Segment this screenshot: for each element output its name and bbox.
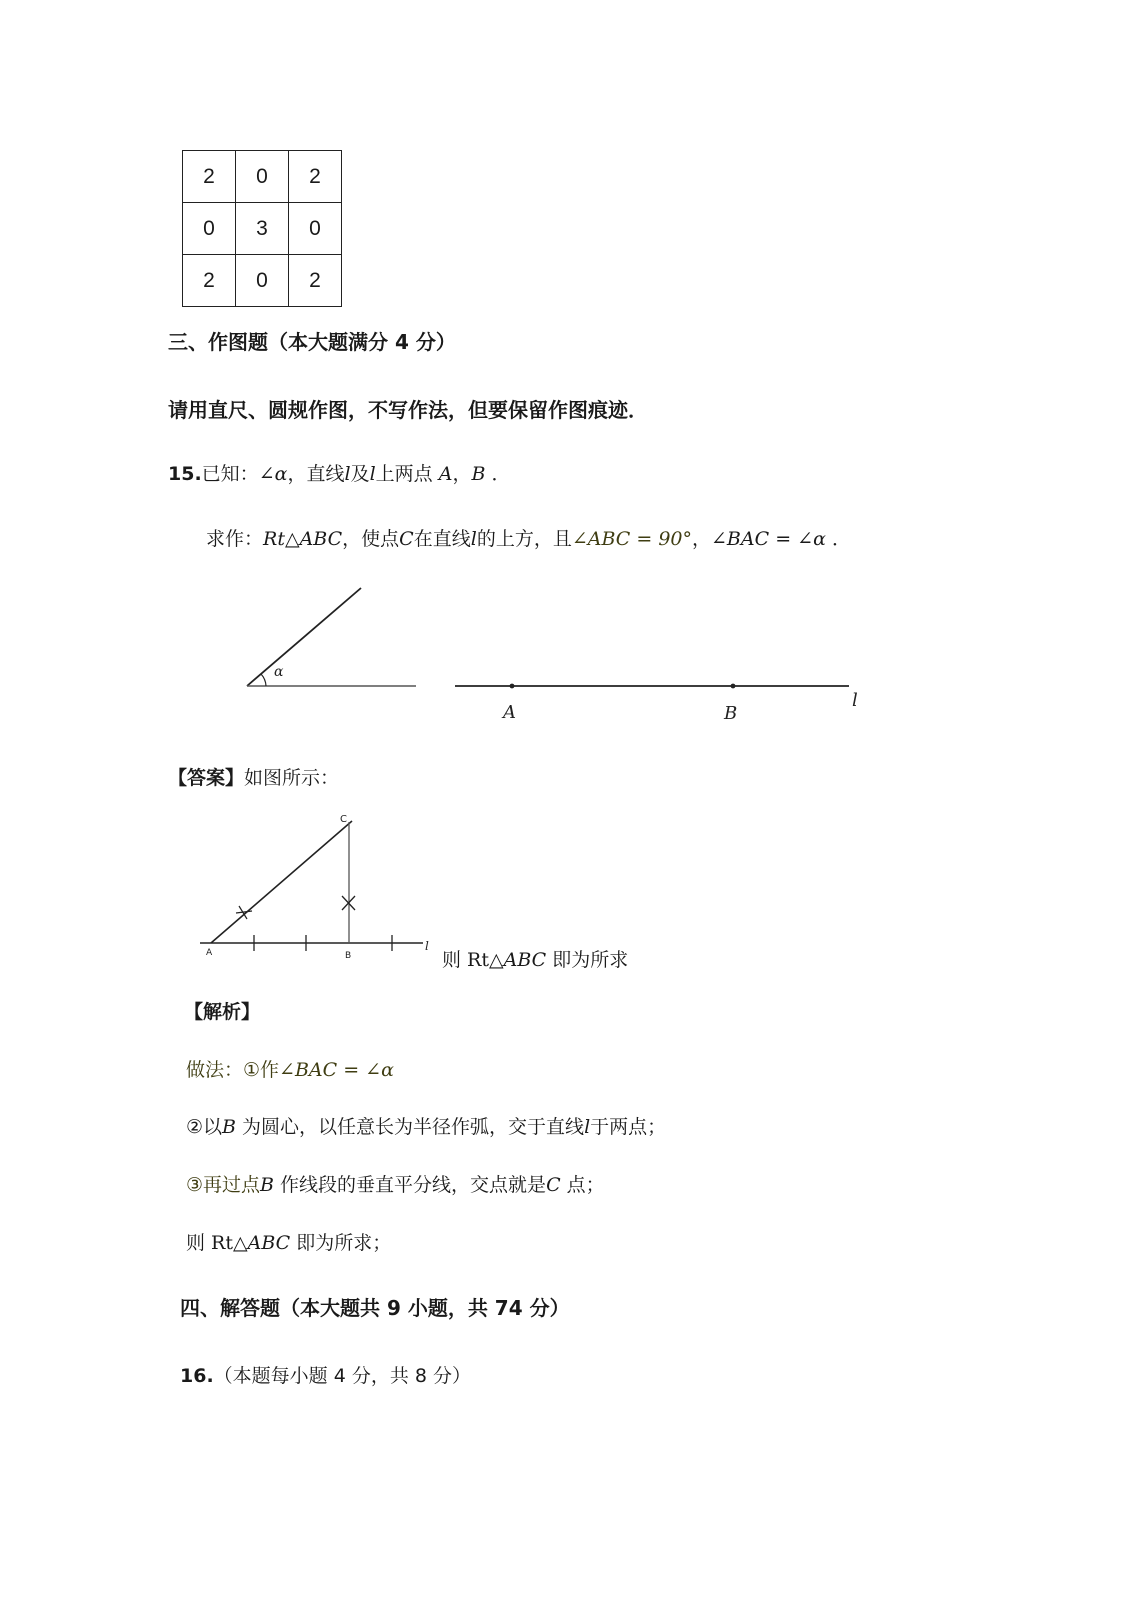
point-c: C	[546, 1174, 561, 1196]
label-a: A	[206, 948, 213, 958]
number-grid	[182, 150, 342, 307]
point-a: A	[438, 463, 453, 485]
text: 在直线	[413, 528, 471, 550]
grid-cell: 2	[183, 255, 236, 307]
req-lead: 求作：	[206, 528, 264, 550]
point-a-dot	[510, 684, 515, 689]
text: 即为所求	[546, 949, 629, 971]
grid-cell: 2	[289, 255, 342, 307]
text: 上两点	[375, 463, 433, 485]
analysis-step3	[186, 1170, 605, 1197]
q16-line	[180, 1361, 471, 1388]
analysis-tag: 【解析】	[184, 1001, 261, 1023]
grid-row	[183, 151, 342, 203]
text: 作线段的垂直平分线，交点就是	[274, 1174, 547, 1196]
label-a: A	[503, 702, 516, 723]
text: 及	[350, 463, 370, 485]
section3-instruction: 请用直尺、圆规作图，不写作法，但要保留作图痕迹．	[168, 398, 648, 422]
angle-abc: ∠ABC = 90°	[571, 528, 692, 550]
q16-text: （本题每小题 4 分，共 8 分）	[213, 1365, 472, 1387]
text: 做法：①作	[186, 1059, 280, 1081]
angle-bac: ∠BAC = ∠α	[711, 528, 826, 550]
text: 为圆心，以任意长为半径作弧，交于直线	[236, 1116, 585, 1138]
point-b: B	[222, 1116, 237, 1138]
triangle-abc: △ABC	[232, 1232, 291, 1254]
grid-cell: 3	[236, 203, 289, 255]
grid-cell: 0	[183, 203, 236, 255]
triangle-abc: △ABC	[488, 949, 547, 971]
point-b: B	[471, 463, 486, 485]
grid-cell: 2	[289, 151, 342, 203]
answer-line	[168, 763, 339, 790]
angle-arc	[261, 674, 266, 686]
line-l: l	[584, 1116, 591, 1138]
grid-row	[183, 255, 342, 307]
text: 于两点；	[590, 1116, 667, 1138]
given-figure	[0, 570, 1132, 730]
arc-mark-icon	[236, 906, 252, 919]
point-b: B	[260, 1174, 275, 1196]
answer-text: 如图所示：	[244, 767, 340, 789]
hypotenuse-ac	[211, 821, 352, 943]
grid-cell: 0	[236, 255, 289, 307]
point-b-dot	[731, 684, 736, 689]
text: ，	[452, 463, 472, 485]
rt: Rt	[263, 528, 285, 550]
given-lead: 已知：	[201, 463, 259, 485]
label-c: C	[340, 814, 347, 825]
question-number: 16.	[180, 1365, 214, 1387]
question-number: 15.	[168, 463, 202, 485]
text: ③再过点	[186, 1174, 261, 1196]
angle-ray-upper	[247, 588, 361, 686]
text: ．	[831, 528, 851, 550]
text: 即为所求；	[290, 1232, 392, 1254]
triangle-abc: △ABC	[284, 528, 343, 550]
text: 则 Rt	[186, 1232, 233, 1254]
text: ②以	[186, 1116, 223, 1138]
grid-row	[183, 203, 342, 255]
line-l: l	[369, 463, 376, 485]
section3-title: 三、作图题（本大题满分 4 分）	[168, 330, 456, 354]
analysis-step2	[186, 1112, 666, 1139]
analysis-final	[186, 1228, 391, 1255]
line-l: l	[344, 463, 351, 485]
text: ．	[491, 463, 511, 485]
label-b: B	[724, 703, 738, 724]
text: ，直线	[287, 463, 345, 485]
text: 的上方，且	[476, 528, 572, 550]
alpha-label: α	[274, 664, 284, 680]
grid-cell: 0	[236, 151, 289, 203]
label-b: B	[345, 951, 352, 961]
line-l: l	[470, 528, 477, 550]
grid-cell: 2	[183, 151, 236, 203]
grid-cell: 0	[289, 203, 342, 255]
analysis-step1	[186, 1055, 394, 1082]
q15-requirement	[206, 524, 851, 551]
q15-given	[168, 459, 510, 486]
text: ，使点	[342, 528, 400, 550]
text: ，	[692, 528, 712, 550]
answer-conclusion	[442, 945, 628, 972]
label-l: l	[852, 690, 858, 711]
text: 点；	[560, 1174, 605, 1196]
text: 则 Rt	[442, 949, 489, 971]
point-c: C	[399, 528, 414, 550]
angle-bac: ∠BAC = ∠α	[279, 1059, 394, 1081]
answer-tag: 【答案】	[168, 767, 245, 789]
label-l: l	[425, 939, 429, 953]
section4-title: 四、解答题（本大题共 9 小题，共 74 分）	[180, 1296, 570, 1320]
angle-alpha: ∠α	[258, 463, 288, 485]
